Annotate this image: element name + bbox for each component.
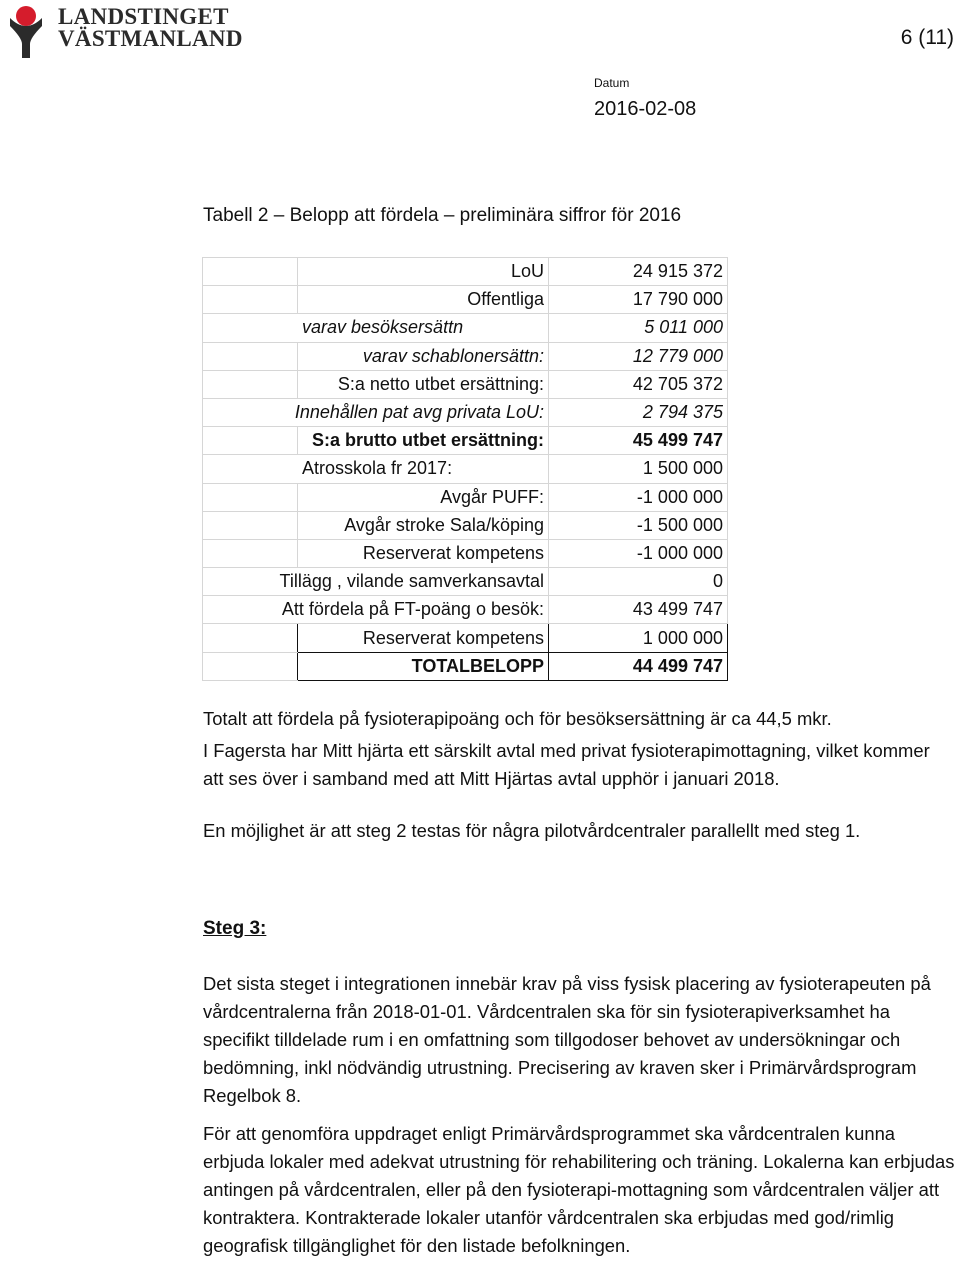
table-row bbox=[203, 398, 728, 426]
row-label: Innehållen pat avg privata LoU: bbox=[203, 398, 549, 426]
page-number: 6 (11) bbox=[900, 26, 954, 49]
logo-line-2: VÄSTMANLAND bbox=[58, 26, 243, 51]
row-label: Avgår PUFF: bbox=[298, 483, 549, 511]
date-label: Datum bbox=[594, 76, 630, 90]
paragraph-total: Totalt att fördela på fysioterapipoäng och för besöksersättning är ca 44,5 mkr. bbox=[203, 708, 832, 729]
row-value: 42 705 372 bbox=[549, 370, 728, 398]
table-row bbox=[203, 596, 728, 624]
row-label: varav schablonersättn: bbox=[298, 342, 549, 370]
table-row bbox=[203, 652, 728, 680]
table-row bbox=[203, 370, 728, 398]
table-row bbox=[203, 427, 728, 455]
row-label: Atrosskola fr 2017: bbox=[203, 455, 549, 483]
table-row bbox=[203, 455, 728, 483]
table-row bbox=[203, 483, 728, 511]
paragraph-fagersta: I Fagersta har Mitt hjärta ett särskilt avtal med privat fysioterapimottagning, vilket kommer att ses över i samband med att Mitt Hjärtas avtal upphör i januari 2018. bbox=[203, 740, 930, 789]
row-value: 0 bbox=[549, 568, 728, 596]
row-label: Offentliga bbox=[298, 286, 549, 314]
row-label: S:a netto utbet ersättning: bbox=[298, 370, 549, 398]
table-row bbox=[203, 624, 728, 652]
row-value: -1 000 000 bbox=[549, 539, 728, 567]
row-value: 44 499 747 bbox=[549, 652, 728, 680]
row-value: -1 500 000 bbox=[549, 511, 728, 539]
paragraph-pilot: En möjlighet är att steg 2 testas för några pilotvårdcentraler parallellt med steg 1. bbox=[203, 820, 861, 841]
row-value: 1 500 000 bbox=[549, 455, 728, 483]
row-label: Reserverat kompetens bbox=[298, 539, 549, 567]
row-label: Avgår stroke Sala/köping bbox=[298, 511, 549, 539]
amounts-table bbox=[202, 257, 728, 681]
row-label: Tillägg , vilande samverkansavtal bbox=[203, 568, 549, 596]
row-label: varav besöksersättn bbox=[203, 314, 549, 342]
paragraph-steg3-premises: För att genomföra uppdraget enligt Primärvårdsprogrammet ska vårdcentralen kunna erbjuda lokaler med adekvat utrustning för rehabilitering och träning. Lokalerna kan erbjudas antingen på vårdcentralen, eller på den fysioterapi-mottagning som vårdcentralen väljer att kontraktera. Kontrakterade lokaler utanför vårdcentralen ska erbjudas med god/rimlig geografisk tillgänglighet för den listade befolkningen. bbox=[203, 1123, 955, 1256]
table-row bbox=[203, 314, 728, 342]
row-label: TOTALBELOPP bbox=[298, 652, 549, 680]
paragraph-steg3-placement: Det sista steget i integrationen innebär krav på viss fysisk placering av fysioterapeuten på vårdcentralerna från 2018-01-01. Vårdcentralen ska för sin fysioterapiverksamhet ha specifikt tilldelade rum i en omfattning som tillgodoser behovet av undersökningar och bedömning, inkl nödvändig utrustning. Precisering av kraven sker i Primärvårdsprogram Regelbok 8. bbox=[203, 973, 931, 1106]
logo-figure-icon bbox=[6, 4, 54, 60]
table-row bbox=[203, 568, 728, 596]
row-value: 45 499 747 bbox=[549, 427, 728, 455]
table-row bbox=[203, 258, 728, 286]
row-label: Att fördela på FT-poäng o besök: bbox=[203, 596, 549, 624]
row-label: S:a brutto utbet ersättning: bbox=[298, 427, 549, 455]
row-value: 5 011 000 bbox=[549, 314, 728, 342]
row-value: 43 499 747 bbox=[549, 596, 728, 624]
row-value: 17 790 000 bbox=[549, 286, 728, 314]
section-heading-steg-3: Steg 3: bbox=[203, 918, 267, 939]
date-value: 2016-02-08 bbox=[594, 98, 697, 120]
logo-line-1: LANDSTINGET bbox=[58, 4, 229, 29]
row-value: 12 779 000 bbox=[549, 342, 728, 370]
table-row bbox=[203, 539, 728, 567]
table-row bbox=[203, 511, 728, 539]
logo-wordmark bbox=[58, 6, 243, 50]
row-value: 24 915 372 bbox=[549, 258, 728, 286]
table-caption: Tabell 2 – Belopp att fördela – preliminära siffror för 2016 bbox=[203, 205, 682, 226]
row-value: 2 794 375 bbox=[549, 398, 728, 426]
row-label: Reserverat kompetens bbox=[298, 624, 549, 652]
organization-logo bbox=[6, 4, 243, 60]
table-row bbox=[203, 286, 728, 314]
row-label: LoU bbox=[298, 258, 549, 286]
row-value: 1 000 000 bbox=[549, 624, 728, 652]
row-value: -1 000 000 bbox=[549, 483, 728, 511]
table-row bbox=[203, 342, 728, 370]
